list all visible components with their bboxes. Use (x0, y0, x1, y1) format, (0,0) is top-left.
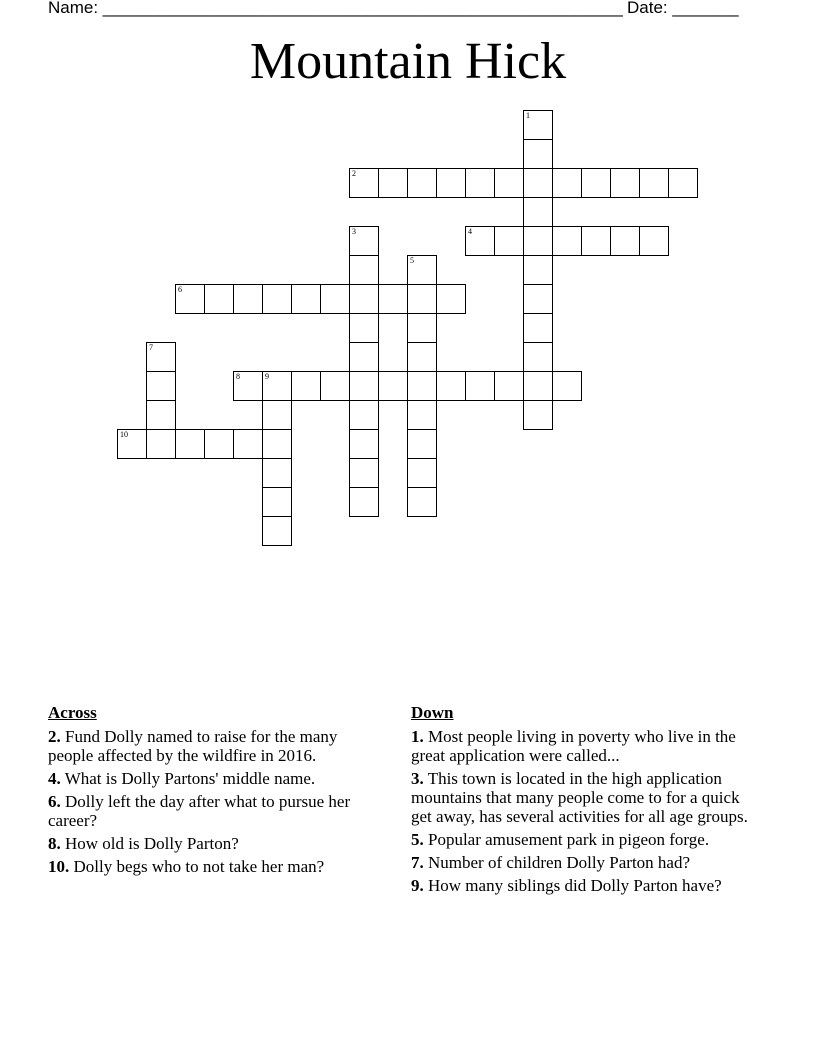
clue-across-2 (48, 727, 378, 765)
across-heading: Across (48, 703, 97, 722)
date-field[interactable]: Date: _______ (627, 0, 739, 17)
grid-cell[interactable] (204, 429, 234, 459)
clue-number: 10. (48, 857, 70, 876)
clue-text: Dolly begs who to not take her man? (73, 857, 325, 876)
grid-cell[interactable] (523, 313, 553, 343)
grid-cell[interactable] (349, 226, 379, 256)
cell-number: 2 (352, 169, 356, 178)
clue-number: 1. (411, 727, 424, 746)
clue-text: Dolly left the day after what to pursue her career? (48, 792, 351, 830)
grid-cell[interactable] (581, 226, 611, 256)
clue-text: Most people living in poverty who live in the great application were called... (411, 727, 736, 765)
grid-cell[interactable] (320, 371, 350, 401)
clue-text: How many siblings did Dolly Parton have? (428, 876, 722, 895)
grid-cell[interactable] (407, 400, 437, 430)
grid-cell[interactable] (523, 371, 553, 401)
grid-cell[interactable] (436, 168, 466, 198)
grid-cell[interactable] (291, 284, 321, 314)
grid-cell[interactable] (262, 429, 292, 459)
clue-number: 5. (411, 830, 424, 849)
cell-number: 7 (149, 343, 153, 352)
across-clues (48, 703, 378, 880)
grid-cell[interactable] (523, 197, 553, 227)
grid-cell[interactable] (349, 342, 379, 372)
clue-text: Number of children Dolly Parton had? (428, 853, 691, 872)
grid-cell[interactable] (407, 342, 437, 372)
grid-cell[interactable] (523, 400, 553, 430)
grid-cell[interactable] (523, 110, 553, 140)
grid-cell[interactable] (610, 168, 640, 198)
grid-cell[interactable] (436, 284, 466, 314)
cell-number: 3 (352, 227, 356, 236)
grid-cell[interactable] (523, 342, 553, 372)
grid-cell[interactable] (610, 226, 640, 256)
grid-cell[interactable] (407, 487, 437, 517)
clue-across-6 (48, 792, 378, 830)
grid-cell[interactable] (378, 371, 408, 401)
grid-cell[interactable] (349, 255, 379, 285)
clue-across-8 (48, 834, 378, 853)
grid-cell[interactable] (494, 226, 524, 256)
grid-cell[interactable] (233, 284, 263, 314)
grid-cell[interactable] (262, 458, 292, 488)
grid-cell[interactable] (378, 284, 408, 314)
clue-number: 4. (48, 769, 61, 788)
grid-cell[interactable] (523, 168, 553, 198)
grid-cell[interactable] (523, 284, 553, 314)
cell-number: 4 (468, 227, 472, 236)
grid-cell[interactable] (378, 168, 408, 198)
grid-cell[interactable] (581, 168, 611, 198)
clue-down-3 (411, 769, 751, 826)
grid-cell[interactable] (349, 429, 379, 459)
cell-number: 10 (120, 430, 128, 439)
cell-number: 6 (178, 285, 182, 294)
grid-cell[interactable] (262, 516, 292, 546)
page-title: Mountain Hick (249, 33, 567, 90)
clue-number: 3. (411, 769, 424, 788)
clue-text: This town is located in the high application mountains that many people come to for a quick get away, has several activities for all age groups. (411, 769, 748, 826)
grid-cell[interactable] (523, 226, 553, 256)
down-clues (411, 703, 751, 899)
grid-cell[interactable] (407, 168, 437, 198)
grid-cell[interactable] (523, 139, 553, 169)
grid-cell[interactable] (320, 284, 350, 314)
grid-cell[interactable] (204, 284, 234, 314)
clue-number: 6. (48, 792, 61, 811)
grid-cell[interactable] (523, 255, 553, 285)
grid-cell[interactable] (349, 284, 379, 314)
grid-cell[interactable] (407, 255, 437, 285)
grid-cell[interactable] (233, 371, 263, 401)
grid-cell[interactable] (146, 400, 176, 430)
grid-cell[interactable] (146, 342, 176, 372)
grid-cell[interactable] (639, 226, 669, 256)
name-field[interactable]: Name: _______________________________________________________ (48, 0, 623, 17)
down-heading: Down (411, 703, 454, 722)
grid-cell[interactable] (146, 371, 176, 401)
clue-text: What is Dolly Partons' middle name. (64, 769, 316, 788)
grid-cell[interactable] (552, 168, 582, 198)
grid-cell[interactable] (349, 400, 379, 430)
grid-cell[interactable] (262, 284, 292, 314)
clue-number: 2. (48, 727, 61, 746)
grid-cell[interactable] (494, 168, 524, 198)
clue-across-4 (48, 769, 378, 788)
grid-cell[interactable] (349, 168, 379, 198)
grid-cell[interactable] (407, 313, 437, 343)
clue-down-5 (411, 830, 751, 849)
grid-cell[interactable] (117, 429, 147, 459)
cell-number: 8 (236, 372, 240, 381)
grid-cell[interactable] (407, 429, 437, 459)
grid-cell[interactable] (668, 168, 698, 198)
grid-cell[interactable] (175, 284, 205, 314)
clue-text: Fund Dolly named to raise for the many people affected by the wildfire in 2016. (48, 727, 338, 765)
clue-across-10 (48, 857, 378, 876)
grid-cell[interactable] (552, 371, 582, 401)
clue-number: 9. (411, 876, 424, 895)
clue-number: 7. (411, 853, 424, 872)
grid-cell[interactable] (349, 487, 379, 517)
grid-cell[interactable] (262, 400, 292, 430)
cell-number: 1 (526, 111, 530, 120)
grid-cell[interactable] (465, 371, 495, 401)
clue-down-7 (411, 853, 751, 872)
grid-cell[interactable] (407, 458, 437, 488)
grid-cell[interactable] (262, 487, 292, 517)
grid-cell[interactable] (146, 429, 176, 459)
clue-text: Popular amusement park in pigeon forge. (428, 830, 710, 849)
cell-number: 5 (410, 256, 414, 265)
clue-number: 8. (48, 834, 61, 853)
grid-cell[interactable] (407, 284, 437, 314)
grid-cell[interactable] (465, 168, 495, 198)
grid-cell[interactable] (349, 313, 379, 343)
grid-cell[interactable] (262, 371, 292, 401)
grid-cell[interactable] (494, 371, 524, 401)
clue-down-1 (411, 727, 751, 765)
grid-cell[interactable] (552, 226, 582, 256)
grid-cell[interactable] (233, 429, 263, 459)
cell-number: 9 (265, 372, 269, 381)
clue-text: How old is Dolly Parton? (65, 834, 239, 853)
grid-cell[interactable] (465, 226, 495, 256)
grid-cell[interactable] (407, 371, 437, 401)
clue-down-9 (411, 876, 751, 895)
grid-cell[interactable] (175, 429, 205, 459)
grid-cell[interactable] (349, 458, 379, 488)
grid-cell[interactable] (349, 371, 379, 401)
grid-cell[interactable] (291, 371, 321, 401)
grid-cell[interactable] (639, 168, 669, 198)
grid-cell[interactable] (436, 371, 466, 401)
